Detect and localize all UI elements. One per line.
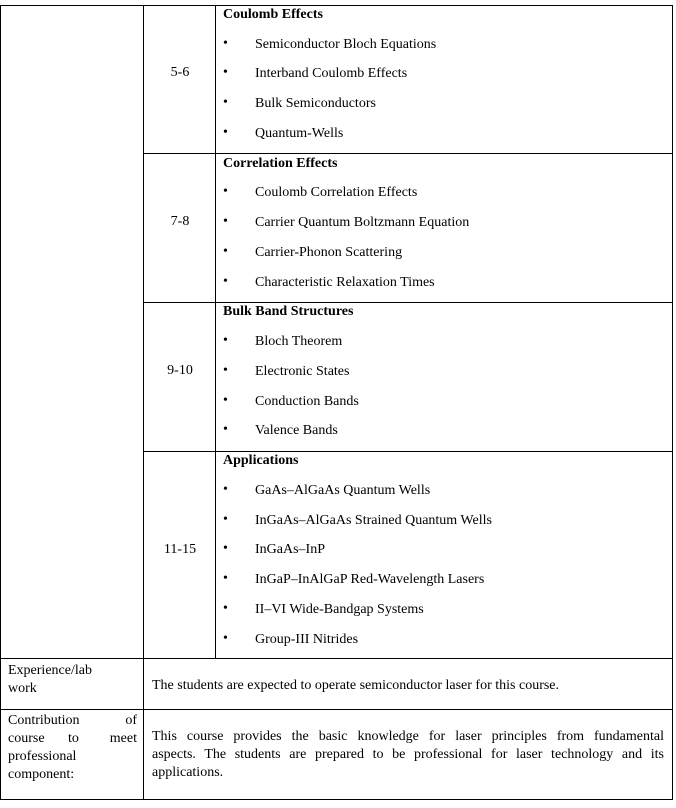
list-item-text: Coulomb Correlation Effects — [255, 185, 418, 200]
bullet-icon: • — [223, 601, 228, 616]
list-item-text: Carrier Quantum Boltzmann Equation — [255, 215, 470, 230]
contribution-label-word: course — [8, 731, 45, 746]
list-item-text: Characteristic Relaxation Times — [255, 275, 435, 290]
list-item-text: Electronic States — [255, 364, 350, 379]
bullet-icon: • — [223, 363, 228, 378]
bullet-icon: • — [223, 512, 228, 527]
section-title: Coulomb Effects — [223, 7, 323, 22]
list-item-text: Semiconductor Bloch Equations — [255, 37, 437, 52]
bullet-icon: • — [223, 65, 228, 80]
row-divider-5 — [0, 709, 673, 710]
contribution-label-word: Contribution — [8, 713, 80, 728]
list-item-text: Conduction Bands — [255, 394, 359, 409]
bullet-icon: • — [223, 571, 228, 586]
bullet-icon: • — [223, 95, 228, 110]
list-item-text: InGaP–InAlGaP Red-Wavelength Lasers — [255, 572, 485, 587]
contribution-text-line1: This course provides the basic knowledge for laser principles from fundamental — [152, 729, 664, 744]
table-border-bottom — [0, 799, 673, 800]
bullet-icon: • — [223, 482, 228, 497]
list-item-text: II–VI Wide-Bandgap Systems — [255, 602, 424, 617]
list-item-text: InGaAs–InP — [255, 542, 325, 557]
bullet-icon: • — [223, 333, 228, 348]
experience-label-line2: work — [8, 681, 37, 696]
contribution-label-line3: professional — [8, 749, 77, 764]
section-title: Applications — [223, 453, 299, 468]
experience-text: The students are expected to operate semiconductor laser for this course. — [152, 678, 560, 693]
list-item-text: Carrier-Phonon Scattering — [255, 245, 403, 260]
list-item-text: Group-III Nitrides — [255, 632, 359, 647]
list-item-text: Interband Coulomb Effects — [255, 66, 408, 81]
bullet-icon: • — [223, 244, 228, 259]
contribution-label-word: meet — [109, 731, 137, 746]
row-divider-4 — [0, 658, 673, 659]
table-border-left — [0, 5, 1, 800]
column-divider-2 — [215, 5, 216, 659]
week-label: 7-8 — [170, 214, 190, 229]
table-border-right — [672, 5, 673, 800]
list-item-text: Valence Bands — [255, 423, 338, 438]
section-title: Correlation Effects — [223, 156, 338, 171]
experience-label-line1: Experience/lab — [8, 663, 92, 678]
contribution-label-word: of — [125, 713, 137, 728]
bullet-icon: • — [223, 214, 228, 229]
week-label: 9-10 — [167, 363, 193, 378]
contribution-label-line1 — [8, 712, 137, 730]
bullet-icon: • — [223, 36, 228, 51]
contribution-label-word: to — [68, 731, 79, 746]
list-item-text: Bloch Theorem — [255, 334, 343, 349]
row-divider-3 — [143, 451, 673, 452]
row-divider-1 — [143, 153, 673, 154]
contribution-text-line2: aspects. The students are prepared to be professional for laser technology and its — [152, 747, 664, 762]
week-label: 5-6 — [170, 65, 190, 80]
list-item-text: Quantum-Wells — [255, 126, 344, 141]
contribution-label-line2 — [8, 730, 137, 748]
week-label: 11-15 — [163, 542, 197, 557]
list-item-text: Bulk Semiconductors — [255, 96, 376, 111]
list-item-text: InGaAs–AlGaAs Strained Quantum Wells — [255, 513, 492, 528]
bullet-icon: • — [223, 631, 228, 646]
section-title: Bulk Band Structures — [223, 304, 354, 319]
contribution-label-line4: component: — [8, 767, 75, 782]
bullet-icon: • — [223, 274, 228, 289]
list-item-text: GaAs–AlGaAs Quantum Wells — [255, 483, 431, 498]
bullet-icon: • — [223, 184, 228, 199]
table-border-top — [0, 5, 673, 6]
bullet-icon: • — [223, 422, 228, 437]
row-divider-2 — [143, 302, 673, 303]
contribution-text-line3: applications. — [152, 765, 224, 780]
bullet-icon: • — [223, 125, 228, 140]
column-divider-1 — [143, 5, 144, 800]
bullet-icon: • — [223, 541, 228, 556]
bullet-icon: • — [223, 393, 228, 408]
